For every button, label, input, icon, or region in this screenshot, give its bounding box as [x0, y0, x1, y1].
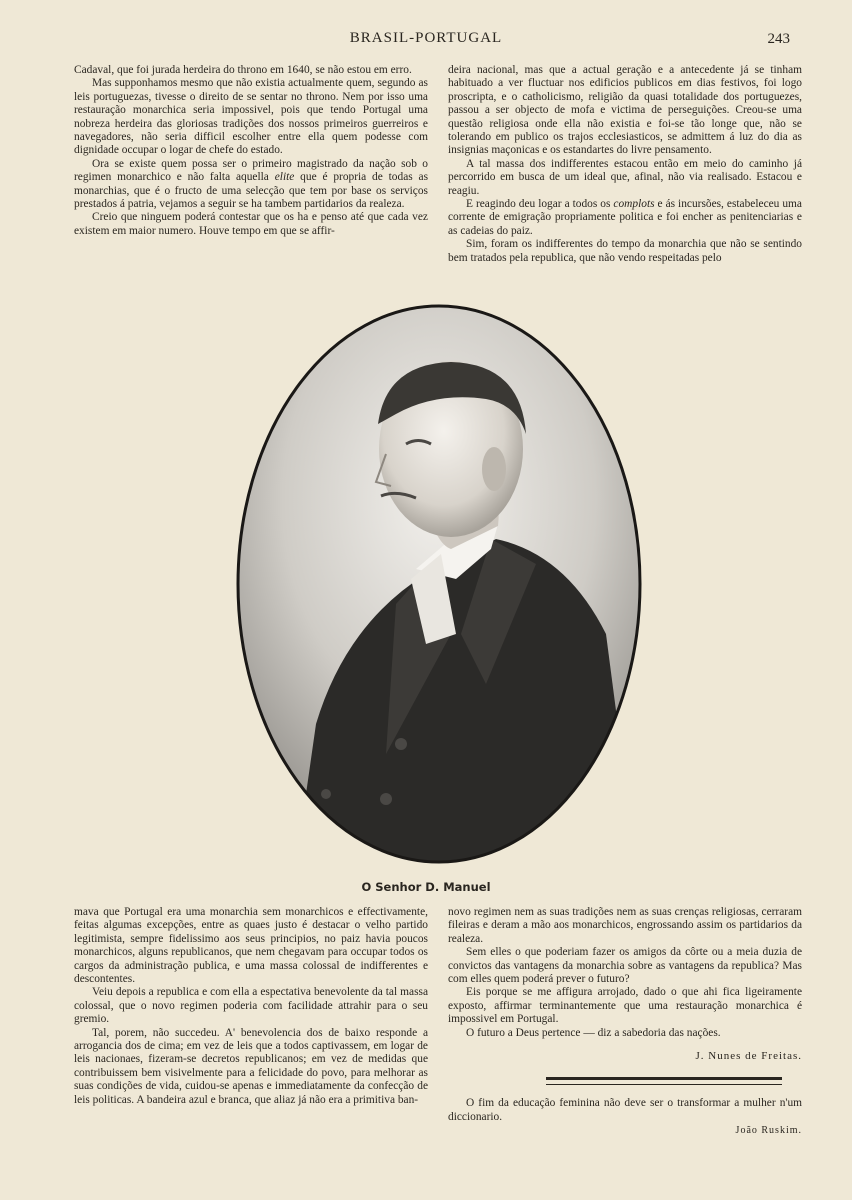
running-header-title: BRASIL-PORTUGAL — [349, 30, 503, 46]
paragraph: E reagindo deu logar a todos os complots e ás incursões, estabeleceu uma corrente de emigração propriamente politica e foi encher as penitenciarias e as cadeias do paiz. — [448, 198, 802, 237]
divider-rule — [546, 1077, 782, 1080]
column-top-left — [74, 64, 428, 238]
paragraph: Sim, foram os indifferentes do tempo da monarchia que não se sentindo bem tratados pela republica, que não vendo respeitadas pelo — [448, 238, 802, 264]
portrait-photo — [236, 304, 642, 864]
paragraph: Creio que ninguem poderá contestar que os ha e penso até que cada vez existem em maior numero. Houve tempo em que se affir- — [74, 211, 428, 237]
paragraph: Mas supponhamos mesmo que não existia actualmente quem, segundo as leis portuguezas, tivesse o direito de se sentar no throno. Nem por isso uma restauração monarchica seria impossivel, pois que tendo Portugal uma nobreza herdeira das gloriosas tradições dos nossos primeiros guerreiros e navegadores, não seria difficil escolher entre ella quem podesse com dignidade occupar o logar de chefe do estado. — [74, 77, 428, 157]
paragraph: Tal, porem, não succedeu. A' benevolencia dos de baixo responde a arrogancia dos de cima; em vez de leis que a todos captivassem, em logar de leis nacionaes, fizeram-se decretos republicanos; em vez de medidas que contribuissem bem visivelmente para a felicidade do povo, para melhorar as suas condições de vida, cuidou-se apenas e immediatamente da confecção de leis politicas. A bandeira azul e branca, que aliaz já não era a primitiva ban- — [74, 1026, 428, 1106]
divider-rule — [546, 1084, 782, 1085]
paragraph: A tal massa dos indifferentes estacou então em meio do caminho já percorrido em busca de um ideal que, afinal, não via realisado. Estacou e reagiu. — [448, 157, 802, 197]
paragraph: novo regimen nem as suas tradições nem as suas crenças religiosas, cerraram fileiras e deram a mão aos monarchicos, engrossando assim os partidarios da realeza. — [448, 906, 802, 945]
author-signature: J. Nunes de Freitas. — [695, 1050, 802, 1063]
paragraph: Sem elles o que poderiam fazer os amigos da côrte ou a meia duzia de convictos das vantagens da monarchia sobre as vantagens da republica? Mas com elles quem poderá prever o futuro? — [448, 946, 802, 986]
quote-author: João Ruskim. — [735, 1125, 802, 1137]
emphasis-term: elite — [274, 171, 295, 184]
paragraph: Cadaval, que foi jurada herdeira do throno em 1640, se não estou em erro. — [74, 64, 412, 76]
paragraph: mava que Portugal era uma monarchia sem monarchicos e effectivamente, feitas algumas excepções, entre as quaes justo é destacar o velho partido legitimista, sempre fidelissimo aos seus principios, no paiz havia poucos monarchicos, alguns republicanos, que nem chegavam para occupar todos os cargos da administração publica, e uma massa colossal de indifferentes e descontentes. — [74, 906, 428, 986]
paragraph: O futuro a Deus pertence — diz a sabedoria das nações. — [466, 1026, 721, 1039]
column-top-right — [448, 64, 802, 265]
paragraph: Ora se existe quem possa ser o primeiro magistrado da nação sob o regimen monarchico e não falta aquella elite que é propria de todas as monarchias, que é o fructo de uma selecção que tem por base os serviços prestados á patria, vejamos a seguir se ha tambem partidarios da realeza. — [74, 157, 429, 211]
photo-caption: O Senhor D. Manuel — [361, 880, 491, 894]
paragraph: deira nacional, mas que a actual geração e a antecedente já se tinham habituado a ver fluctuar nos edificios publicos em dias festivos, foi logo proscripta, e o catholicismo, religião da quasi totalidade dos portuguezes, passou a ser objecto de mofa e victima de perseguições. Creou-se uma questão religiosa onde ella não existia e foi-se tão longe que, não se tolerando em publico os trajos ecclesiasticos, se admittem á luz do dia as insignias maçonicas e os estandartes do livre pensamento. — [448, 64, 802, 157]
paragraph: Eis porque se me affigura arrojado, dado o que ahi fica ligeiramente exposto, affirmar terminantemente que uma restauração monarchica é impossivel em Portugal. — [448, 986, 802, 1026]
page-number: 243 — [767, 31, 790, 47]
emphasis-term: complots — [613, 198, 655, 211]
column-bottom-right — [448, 906, 802, 1138]
paragraph: Veiu depois a republica e com ella a espectativa benevolente da tal massa colossal, que o novo regimen poderia com facilidade attrahir para o seu gremio. — [74, 986, 428, 1026]
epigraph-quote — [448, 1097, 802, 1137]
column-bottom-left — [74, 906, 428, 1107]
quote-text: O fim da educação feminina não deve ser o transformar a mulher n'um diccionario. — [448, 1097, 802, 1123]
